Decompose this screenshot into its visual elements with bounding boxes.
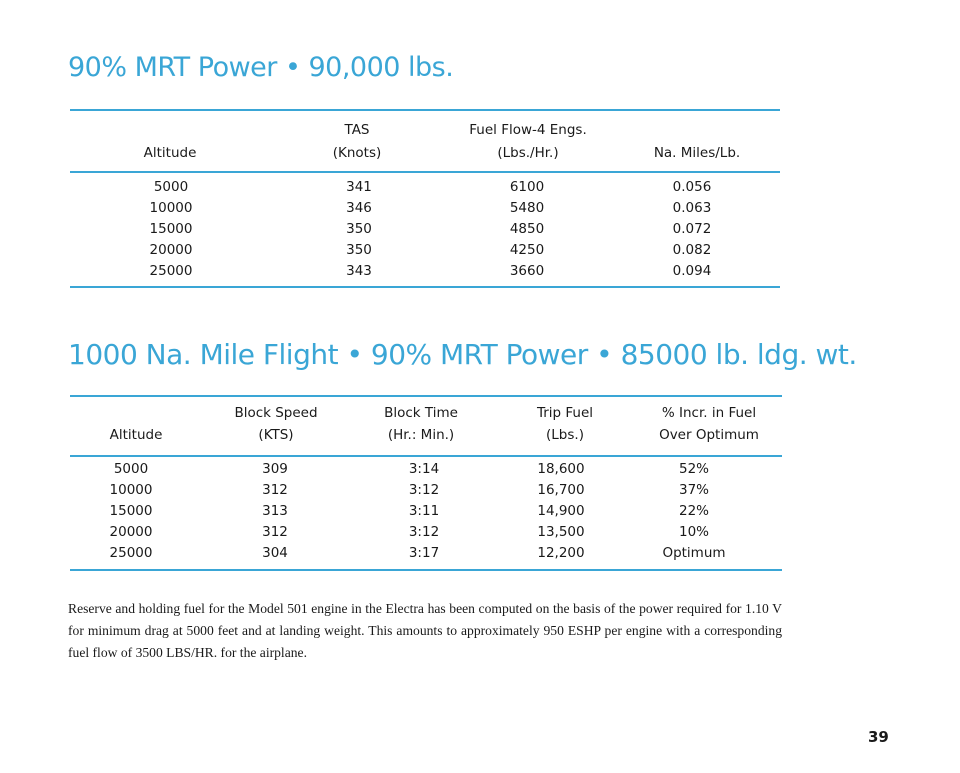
table-cell: 4850 <box>509 221 545 237</box>
table-cell: 0.063 <box>672 200 712 216</box>
table-cell: 3:17 <box>408 545 440 561</box>
table2-header-4-line1: % Incr. in Fuel <box>661 405 757 421</box>
table-cell: 343 <box>346 263 372 279</box>
table-cell: 313 <box>262 503 288 519</box>
table-cell: 22% <box>678 503 710 519</box>
table-cell: 350 <box>346 242 372 258</box>
table-cell: 37% <box>678 482 710 498</box>
table-cell: 6100 <box>509 179 545 195</box>
table-cell: 15000 <box>109 503 153 519</box>
table1-header-2-line1: Fuel Flow-4 Engs. <box>469 122 587 138</box>
table-cell: 52% <box>678 461 710 477</box>
table1-header-2-line2: (Lbs./Hr.) <box>497 145 559 161</box>
table2-title: 1000 Na. Mile Flight • 90% MRT Power • 85000 lb. ldg. wt. <box>68 338 857 371</box>
table1-header-1-line2: (Knots) <box>332 145 382 161</box>
table1-header-0-line2: Altitude <box>143 145 197 161</box>
table1-header-3-line2: Na. Miles/Lb. <box>653 145 741 161</box>
table-cell: 4250 <box>509 242 545 258</box>
table-cell: 350 <box>346 221 372 237</box>
table-cell: 0.072 <box>672 221 712 237</box>
table-cell: 346 <box>346 200 372 216</box>
table-cell: 10% <box>678 524 710 540</box>
table-cell: 3:14 <box>408 461 440 477</box>
table-cell: 15000 <box>149 221 193 237</box>
table2-header-2-line2: (Hr.: Min.) <box>387 427 455 443</box>
table-cell: 309 <box>262 461 288 477</box>
table-cell: 16,700 <box>537 482 585 498</box>
page-number: 39 <box>868 728 889 746</box>
table2-header-rule <box>70 455 782 457</box>
table-cell: 10000 <box>149 200 193 216</box>
table-cell: 5480 <box>509 200 545 216</box>
table2-header-1-line1: Block Speed <box>234 405 318 421</box>
table-cell: 25000 <box>109 545 153 561</box>
table1-header-1-line1: TAS <box>344 122 370 138</box>
reserve-fuel-paragraph: Reserve and holding fuel for the Model 501 engine in the Electra has been computed on the basis of the power required for 1.10 V for minimum drag at 5000 feet and at landing weight. This amounts to approximately 950 ESHP per engine with a corresponding fuel flow of 3500 LBS/HR. for the airplane. <box>68 601 782 660</box>
table2-header-4-line2: Over Optimum <box>659 427 759 443</box>
table-cell: 0.094 <box>672 263 712 279</box>
table-cell: Optimum <box>662 545 726 561</box>
table1-top-rule <box>70 109 780 111</box>
table-cell: 25000 <box>149 263 193 279</box>
table-cell: 0.056 <box>672 179 712 195</box>
table-cell: 12,200 <box>537 545 585 561</box>
table2-top-rule <box>70 395 782 397</box>
table-cell: 14,900 <box>537 503 585 519</box>
table-cell: 312 <box>262 482 288 498</box>
table-cell: 3660 <box>509 263 545 279</box>
table-cell: 5000 <box>153 179 189 195</box>
table-cell: 0.082 <box>672 242 712 258</box>
table-cell: 10000 <box>109 482 153 498</box>
table2-header-0-line2: Altitude <box>109 427 163 443</box>
table-cell: 304 <box>262 545 288 561</box>
table-cell: 312 <box>262 524 288 540</box>
table-cell: 20000 <box>109 524 153 540</box>
table2-header-3-line1: Trip Fuel <box>536 405 594 421</box>
table-cell: 13,500 <box>537 524 585 540</box>
table-cell: 3:12 <box>408 524 440 540</box>
table2-header-2-line1: Block Time <box>384 405 458 421</box>
table1-header-rule <box>70 171 780 173</box>
table-cell: 5000 <box>113 461 149 477</box>
table1-bottom-rule <box>70 286 780 288</box>
table-cell: 20000 <box>149 242 193 258</box>
table-cell: 341 <box>346 179 372 195</box>
table2-header-3-line2: (Lbs.) <box>546 427 584 443</box>
table-cell: 3:11 <box>408 503 440 519</box>
table-cell: 18,600 <box>537 461 585 477</box>
table2-header-1-line2: (KTS) <box>258 427 294 443</box>
table1-title: 90% MRT Power • 90,000 lbs. <box>68 52 454 83</box>
table2-bottom-rule <box>70 569 782 571</box>
table-cell: 3:12 <box>408 482 440 498</box>
